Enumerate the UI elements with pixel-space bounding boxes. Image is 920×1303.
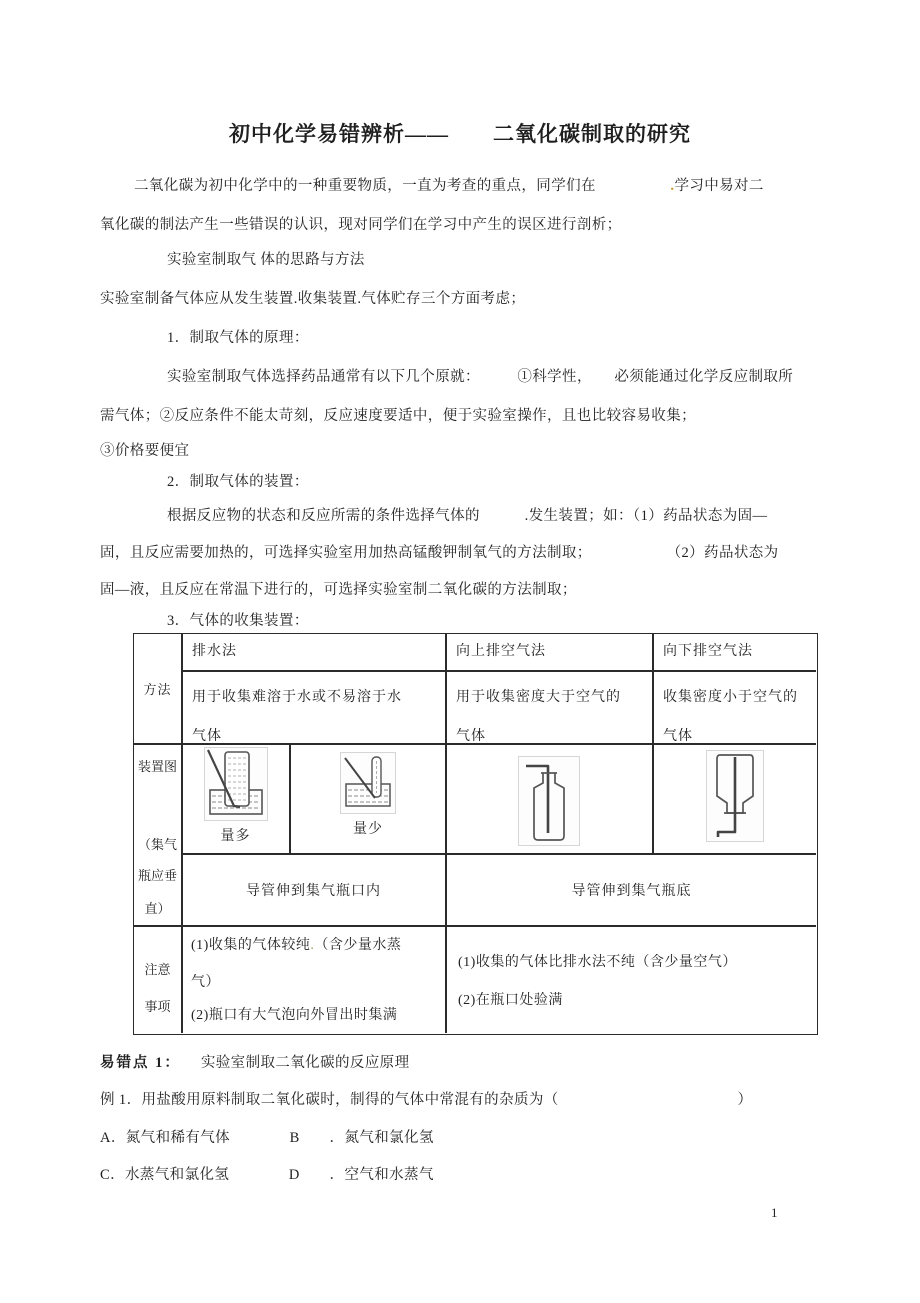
gas-collection-table <box>133 633 818 1035</box>
description-line: 收集密度小于空气的 <box>663 690 798 705</box>
water-trough-test-tube-diagram <box>340 752 396 814</box>
list-item-3: 3．气体的收集装置： <box>167 613 309 629</box>
row-label-notes <box>134 926 181 1033</box>
body-line: 固—液，且反应在常温下进行的，可选择实验室制二氧化碳的方法制取； <box>100 582 577 598</box>
method-description-downward <box>654 671 816 742</box>
option-row-ab: A．氮气和稀有气体 B ．氮气和氯化氢 <box>100 1130 434 1146</box>
example-question: 例 1．用盐酸用原料制取二氧化碳时，制得的气体中常混有的杂质为（ ） <box>100 1092 753 1108</box>
page-title: 初中化学易错辨析—— 二氧化碳制取的研究 <box>229 122 691 146</box>
body-line: 实验室制备气体应从发生装置.收集装置.气体贮存三个方面考虑； <box>100 291 526 307</box>
description-line: 用于收集密度大于空气的 <box>456 690 621 705</box>
tube-position-water: 导管伸到集气瓶口内 <box>246 883 381 899</box>
body-line: 氧化碳的制法产生一些错误的认识，现对同学们在学习中产生的误区进行剖析； <box>100 217 622 233</box>
row-label-line: （集气 <box>137 837 177 852</box>
tube-position-air: 导管伸到集气瓶底 <box>571 883 692 899</box>
body-line: 固，且反应需要加热的，可选择实验室用加热高锰酸钾制氧气的方法制取； （2）药品状态为 <box>100 545 779 561</box>
note-text: (1)收集的气体较纯 <box>191 938 311 953</box>
water-trough-bottle-diagram <box>204 747 268 821</box>
caption-small-amount: 量少 <box>353 822 383 837</box>
apparatus-cell-water-small <box>291 744 445 853</box>
notes-water-method <box>182 926 445 1033</box>
row-label-line: 装置图 <box>137 759 177 774</box>
error-point-text: 实验室制取二氧化碳的反应原理 <box>200 1055 410 1071</box>
note-line: (2)在瓶口处验满 <box>458 993 563 1008</box>
error-point-label: 易错点 1： <box>100 1055 181 1071</box>
notes-air-method <box>447 926 816 1033</box>
method-description-upward <box>447 671 650 742</box>
body-line: ③价格要便宜 <box>100 443 190 459</box>
description-line: 气体 <box>456 729 486 744</box>
row-label-line: 直） <box>144 901 171 916</box>
column-header-upward-air: 向上排空气法 <box>456 644 546 659</box>
note-text: （含少量水蒸 <box>314 938 402 953</box>
stray-dot-mark: . <box>670 178 675 194</box>
option-row-cd: C．水蒸气和氯化氢 D ．空气和水蒸气 <box>100 1167 434 1183</box>
body-line: 根据反应物的状态和反应所需的条件选择气体的 .发生装置；如：（1）药品状态为固— <box>167 508 768 524</box>
body-line: 实验室制取气体选择药品通常有以下几个原就： ①科学性， 必须能通过化学反应制取所 <box>167 369 794 385</box>
description-line: 气体 <box>192 729 222 744</box>
apparatus-cell-upward-air <box>447 744 650 853</box>
description-line: 气体 <box>663 729 693 744</box>
note-line: 气） <box>191 975 220 990</box>
row-label-line: 事项 <box>144 999 171 1014</box>
description-line: 用于收集难溶于水或不易溶于水 <box>192 690 402 705</box>
body-line: 需气体；②反应条件不能太苛刻，反应速度要适中，便于实验室操作，且也比较容易收集； <box>100 408 696 424</box>
inverted-gas-bottle-diagram <box>706 750 764 842</box>
body-line <box>100 176 860 197</box>
apparatus-cell-downward-air <box>654 744 816 853</box>
note-line: (2)瓶口有大气泡向外冒出时集满 <box>191 1008 398 1023</box>
body-line-text: 二氧化碳为初中化学中的一种重要物质，一直为考查的重点，同学们在 <box>134 178 671 194</box>
column-header-water-displacement: 排水法 <box>192 644 237 659</box>
page-number: 1 <box>771 1205 778 1220</box>
stray-dot-mark: . <box>310 938 315 953</box>
body-line-text: 学习中易对二 <box>674 178 764 194</box>
method-description-water <box>183 671 443 742</box>
row-label-line: 瓶应垂 <box>137 868 177 883</box>
row-label-method: 方法 <box>143 682 172 697</box>
list-item-1: 1．制取气体的原理： <box>167 330 309 346</box>
note-line: (1)收集的气体比排水法不纯（含少量空气） <box>458 955 737 970</box>
list-item-2: 2．制取气体的装置： <box>167 474 309 490</box>
row-label-line: 注意 <box>144 962 171 977</box>
row-label-apparatus-diagram <box>134 744 181 926</box>
caption-large-amount: 量多 <box>220 829 251 844</box>
upright-gas-bottle-diagram <box>518 756 580 846</box>
note-line <box>191 936 445 956</box>
apparatus-cell-water-large <box>182 744 289 853</box>
section-heading: 实验室制取气 体的思路与方法 <box>167 252 365 268</box>
error-point-heading <box>100 1053 840 1074</box>
column-header-downward-air: 向下排空气法 <box>663 644 753 659</box>
